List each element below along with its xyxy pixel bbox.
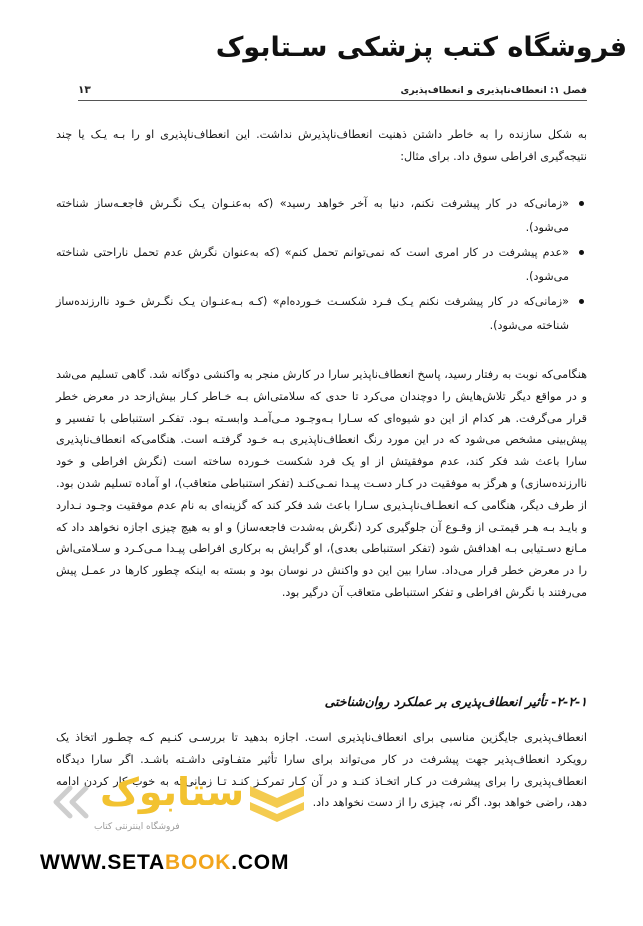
bullet-icon xyxy=(579,250,584,255)
bullet-text: «عدم پیشرفت در کار امری است که نمی‌توانم تحمل کنم» (که به‌عنوان نگرش عدم تحمل ناراحتی شناخته می‌شود). xyxy=(56,246,569,283)
bullet-text: «زمانی‌که در کار پیشرفت نکنم، دنیا به آخر خواهد رسید» (که به‌عنـوان یـک نگـرش فاجعـه‌ساز شناخته می‌شود). xyxy=(56,197,569,234)
watermark-tagline: فروشگاه اینترنتی کتاب xyxy=(94,822,180,832)
list-item xyxy=(56,241,587,288)
body-paragraph-2: هنگامی‌که نوبت به رفتار رسید، پاسخ انعطاف‌ناپذیر سارا در کارش منجر به واکنشی دوگانه شد. گاهی تسلیم می‌شد و در مواقع دیگر تلاش‌هایش را دوچندان می‌کرد تا حدی که سلامتی‌اش بـه خـاطر کـار بیش‌ازحد در معرض خطر قرار می‌گرفت. هر کدام از این دو شیوه‌ای که سـارا بـه‌وجـود مـی‌آمـد وابسـته بـود. تفکـر استنباطی با تفسیر و پیش‌بینی مشخص می‌شود که در این مورد رنگ انعطاف‌ناپذیری بـه خـود گرفتـه است. هنگامی‌که انعطاف‌ناپذیری سارا باعث شد فکر کند، عدم موفقیتش از او یک فرد شکست خـورده ساخته است (نگرش افراطی و خود ناارزنده‌سازی) و هرگز به موفقیت در کـار دسـت پیـدا نمـی‌کنـد (تفکر استنباطی متعاقب)، او آماده تسلیم شدن بود. از طرف دیگر، هنگامی کـه انعطـاف‌ناپـذیری سـارا باعث شد فکر کند که گزینه‌ای به نام عدم موفقیت وجـود نـدارد و بایـد بـه هـر قیمتـی از وقـوع آن جلوگیری کرد (نگرش به‌شدت فاجعه‌ساز) و او به هیچ چیزی اجازه نخواهد داد که مـانع دسـتیابی بـه اهدافش شود (تفکر استنباطی بعدی)، او گرایش به برکاری افراطی پیـدا مـی‌کـرد و سـلامتی‌اش را در معرض خطر قرار می‌داد. سارا بین این دو واکنش در نوسان بود و بسته به اینکه چطور کارها در عمـل پیش می‌رفتند با نگرش افراطی و تفکر استنباطی متعاقب آن درگیر بود. xyxy=(56,368,587,599)
bullet-icon xyxy=(579,299,584,304)
watermark xyxy=(22,766,352,846)
body-block-2 xyxy=(56,364,587,604)
footer-url-prefix: WWW.SETA xyxy=(40,851,165,874)
bullet-list xyxy=(56,192,587,339)
list-item xyxy=(56,192,587,239)
chevrons-icon xyxy=(40,784,96,820)
bullet-icon xyxy=(579,201,584,206)
intro-paragraph: به شکل سازنده را به خاطر داشتن ذهنیت انعطاف‌ناپذیرش نداشت. این انعطاف‌ناپذیری او را بـه یـک یا چند نتیجه‌گیری افراطی سوق داد. برای مثال: xyxy=(56,128,587,163)
intro-block xyxy=(56,124,587,168)
chapter-title: فصل ۱: انعطاف‌ناپذیری و انعطاف‌پذیری xyxy=(400,85,587,96)
footer-url xyxy=(40,852,289,874)
list-item xyxy=(56,290,587,337)
store-title: فروشگاه کتب پزشکی سـتابوک xyxy=(215,32,627,63)
page-number: ۱۳ xyxy=(78,84,91,96)
book-icon xyxy=(246,780,308,824)
running-header xyxy=(78,82,587,101)
bullet-text: «زمانی‌که در کار پیشرفت نکنم یـک فـرد شکسـت خـورده‌ام» (کـه بـه‌عنـوان یـک نگـرش خـود ناارزنده‌ساز شناخته می‌شود). xyxy=(56,295,569,332)
footer-url-highlight: BOOK xyxy=(165,851,232,874)
section-heading: ۲-۲-۱- تأثیر انعطاف‌پذیری بر عملکرد روان‌شناختی xyxy=(324,694,587,709)
body-paragraph-3: انعطاف‌پذیری جایگزین مناسبی برای انعطاف‌ناپذیری است. اجازه بدهید تا بررسـی کنـیم کـه چطـور اتخاذ یک رویکرد انعطاف‌پذیر جهت پیشرفت در کار می‌تواند برای سارا تأثیر متفـاوتی داشـته باشـد. اگر سارا دیدگاه انعطاف‌پذیری را برای پیشرفت در کـار اتخـاذ کنـد و در آن کـار تمرکـز کنـد تـا زمانی‌که به خوب کار کردن ادامه دهد، راضی خواهد بود. اگر نه، چیزی را از دست نخواهد داد. xyxy=(56,731,587,810)
footer-url-suffix: .COM xyxy=(231,851,290,874)
watermark-logo-text: ستابوک xyxy=(100,770,245,814)
